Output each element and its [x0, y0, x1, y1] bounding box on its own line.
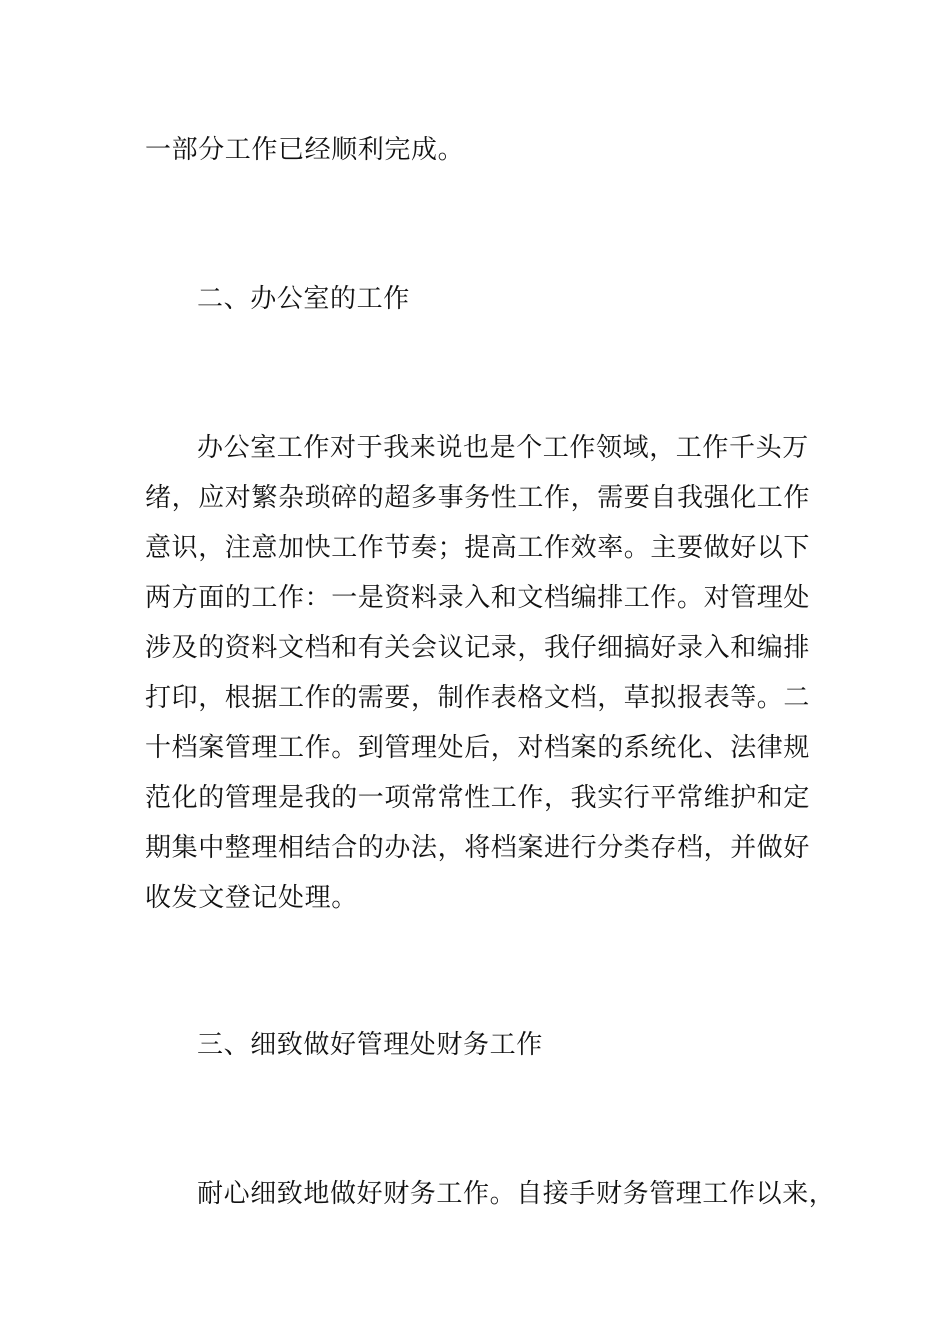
- paragraph-line: 十档案管理工作。到管理处后，对档案的系统化、法律规: [145, 733, 811, 763]
- paragraph-line: 涉及的资料文档和有关会议记录，我仔细搞好录入和编排: [145, 633, 811, 663]
- paragraph-line: 收发文登记处理。: [145, 883, 358, 913]
- paragraph-line: 办公室工作对于我来说也是个工作领域，工作千头万: [197, 433, 809, 463]
- paragraph-line: 打印，根据工作的需要，制作表格文档，草拟报表等。二: [145, 683, 811, 713]
- section-heading-finance-work: 三、细致做好管理处财务工作: [197, 1030, 543, 1060]
- paragraph-line: 绪，应对繁杂琐碎的超多事务性工作，需要自我强化工作: [145, 483, 811, 513]
- paragraph-line: 两方面的工作：一是资料录入和文档编排工作。对管理处: [145, 583, 811, 613]
- paragraph-continuation: 一部分工作已经顺利完成。: [145, 135, 465, 165]
- paragraph-line: 耐心细致地做好财务工作。自接手财务管理工作以来，: [197, 1179, 836, 1209]
- paragraph-line: 期集中整理相结合的办法，将档案进行分类存档，并做好: [145, 833, 811, 863]
- paragraph-line: 范化的管理是我的一项常常性工作，我实行平常维护和定: [145, 783, 811, 813]
- section-heading-office-work: 二、办公室的工作: [197, 284, 410, 314]
- paragraph-line: 意识，注意加快工作节奏；提高工作效率。主要做好以下: [145, 533, 811, 563]
